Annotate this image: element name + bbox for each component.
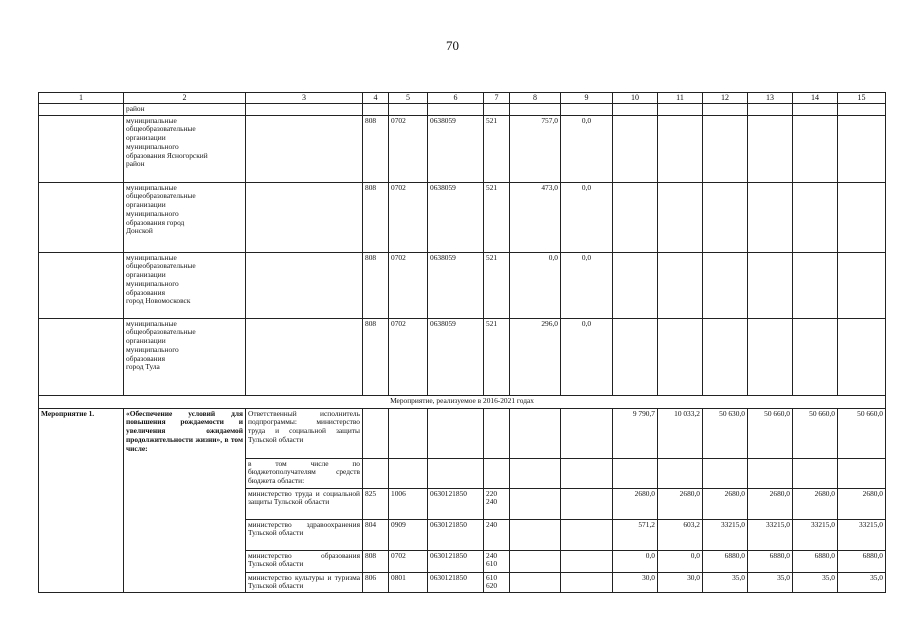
value-cell: 2680,0 [793,488,838,519]
activity-title: «Обеспечение условий для повышения рождаемости и увеличения ожидаемой продолжительности жизни», в том числе: [124,408,246,592]
table-cell [484,408,510,458]
value-cell: 50 630,0 [703,408,748,458]
page-number: 70 [446,38,459,53]
responsible-text: Ответственный исполнитель подпрограммы: министерство труда и социальной защиты Тульской области [246,408,363,458]
recipient-name: министерство культуры и туризма Тульской области [246,572,363,592]
table-cell [428,104,484,116]
code-cell: 0630121850 [428,572,484,592]
value-cell: 757,0 [510,115,561,182]
code-cell: 0638059 [428,252,484,318]
value-cell: 6880,0 [703,550,748,572]
table-cell [246,182,363,252]
recipient-name: муниципальные общеобразовательные организации муниципального образования город Тула [124,318,246,395]
table-cell [613,458,658,488]
header-cell: 11 [658,93,703,104]
table-cell [39,115,124,182]
municipal-row [39,115,886,182]
municipal-row [39,252,886,318]
table-cell [246,104,363,116]
code-cell: 0630121850 [428,488,484,519]
recipient-name: муниципальные общеобразовательные организации муниципального образования город Новомосковск [124,252,246,318]
table-cell [748,318,793,395]
code-cell: 804 [363,519,389,550]
value-cell: 296,0 [510,318,561,395]
header-cell: 9 [561,93,613,104]
continued-row [39,104,886,116]
value-cell: 473,0 [510,182,561,252]
header-cell: 1 [39,93,124,104]
header-cell: 14 [793,93,838,104]
table-cell [510,458,561,488]
table-cell [748,115,793,182]
code-cell: 0702 [389,115,428,182]
table-cell [793,182,838,252]
table-cell [658,104,703,116]
table-cell [39,318,124,395]
code-cell: 808 [363,115,389,182]
value-cell: 0,0 [658,550,703,572]
table-cell [246,318,363,395]
value-cell: 0,0 [510,252,561,318]
table-cell [793,318,838,395]
table-cell [658,182,703,252]
table-cell [793,115,838,182]
code-cell: 610 620 [484,572,510,592]
value-cell: 0,0 [561,252,613,318]
table-cell [39,104,124,116]
header-cell: 7 [484,93,510,104]
table-cell [484,458,510,488]
code-cell: 521 [484,252,510,318]
table-cell [510,572,561,592]
municipal-row [39,182,886,252]
table-cell [389,458,428,488]
code-cell: 0638059 [428,182,484,252]
code-cell: 0630121850 [428,519,484,550]
table-cell [613,115,658,182]
table-cell [748,458,793,488]
value-cell: 603,2 [658,519,703,550]
header-cell: 13 [748,93,793,104]
section-title: Мероприятие, реализуемое в 2016-2021 годах [39,395,886,408]
table-cell [561,550,613,572]
header-cell: 3 [246,93,363,104]
code-cell: 0630121850 [428,550,484,572]
header-row [39,93,886,104]
value-cell: 2680,0 [613,488,658,519]
table-cell [363,408,389,458]
code-cell: 0638059 [428,318,484,395]
table-cell [246,252,363,318]
header-cell: 10 [613,93,658,104]
code-cell: 521 [484,182,510,252]
activity-name: Мероприятие 1. [39,408,124,592]
code-cell: 0702 [389,182,428,252]
code-cell: 0702 [389,550,428,572]
value-cell: 33215,0 [838,519,886,550]
table-cell [613,252,658,318]
table-cell [613,182,658,252]
value-cell: 35,0 [703,572,748,592]
value-cell: 571,2 [613,519,658,550]
table-cell [703,115,748,182]
recipient-name: министерство образования Тульской области [246,550,363,572]
code-cell: 240 [484,519,510,550]
value-cell: 2680,0 [838,488,886,519]
value-cell: 50 660,0 [838,408,886,458]
table-cell [363,104,389,116]
value-cell: 9 790,7 [613,408,658,458]
value-cell: 33215,0 [703,519,748,550]
code-cell: 0638059 [428,115,484,182]
value-cell: 0,0 [561,182,613,252]
table-cell [561,519,613,550]
code-cell: 220 240 [484,488,510,519]
value-cell: 30,0 [613,572,658,592]
value-cell: 6880,0 [838,550,886,572]
table-cell [246,115,363,182]
recipient-name: министерство здравоохранения Тульской области [246,519,363,550]
table-cell [703,182,748,252]
header-cell: 15 [838,93,886,104]
value-cell: 33215,0 [793,519,838,550]
table-cell [748,252,793,318]
table-cell [510,519,561,550]
header-cell: 8 [510,93,561,104]
recipient-name: муниципальные общеобразовательные организации муниципального образования Ясногорский район [124,115,246,182]
code-cell: 806 [363,572,389,592]
table-cell [363,458,389,488]
value-cell: 30,0 [658,572,703,592]
value-cell: 35,0 [748,572,793,592]
table-cell [793,252,838,318]
table-cell [389,104,428,116]
header-cell: 2 [124,93,246,104]
code-cell: 240 610 [484,550,510,572]
table-cell [838,182,886,252]
table-cell [561,408,613,458]
table-cell [428,458,484,488]
value-cell: 35,0 [838,572,886,592]
table-cell [838,458,886,488]
budget-table [38,92,886,593]
table-cell [613,104,658,116]
code-cell: 1006 [389,488,428,519]
header-cell: 6 [428,93,484,104]
table-cell [838,252,886,318]
table-cell [838,104,886,116]
table-cell [793,458,838,488]
table-cell [561,488,613,519]
code-cell: 521 [484,318,510,395]
value-cell: 2680,0 [703,488,748,519]
subheader-text: в том числе по бюджетополучателям средств бюджета области: [246,458,363,488]
table-cell [838,115,886,182]
value-cell: 50 660,0 [748,408,793,458]
header-cell: 5 [389,93,428,104]
table-cell [748,182,793,252]
value-cell: 6880,0 [793,550,838,572]
table-body [39,93,886,593]
table-cell [658,458,703,488]
table-cell [510,408,561,458]
table-cell [703,458,748,488]
code-cell: 521 [484,115,510,182]
value-cell: 0,0 [613,550,658,572]
code-cell: 0702 [389,318,428,395]
table-cell [703,318,748,395]
header-cell: 12 [703,93,748,104]
table-cell [613,318,658,395]
table-cell [658,115,703,182]
value-cell: 35,0 [793,572,838,592]
table-cell [389,408,428,458]
code-cell: 808 [363,252,389,318]
table-cell [838,318,886,395]
code-cell: 808 [363,550,389,572]
code-cell: 808 [363,182,389,252]
value-cell: 50 660,0 [793,408,838,458]
value-cell: 2680,0 [748,488,793,519]
table-cell [561,572,613,592]
municipal-row [39,318,886,395]
table-cell [561,104,613,116]
table-cell [658,318,703,395]
recipient-name: министерство труда и социальной защиты Тульской области [246,488,363,519]
table-cell [703,104,748,116]
header-cell: 4 [363,93,389,104]
value-cell: 0,0 [561,318,613,395]
code-cell: 808 [363,318,389,395]
table-cell [510,104,561,116]
table-cell [793,104,838,116]
value-cell: 2680,0 [658,488,703,519]
section-row [39,395,886,408]
continued-text: район [124,104,246,116]
table-cell [484,104,510,116]
recipient-name: муниципальные общеобразовательные организации муниципального образования город Донской [124,182,246,252]
code-cell: 0702 [389,252,428,318]
table-cell [428,408,484,458]
value-cell: 6880,0 [748,550,793,572]
table-cell [39,182,124,252]
value-cell: 0,0 [561,115,613,182]
table-cell [561,458,613,488]
table-cell [658,252,703,318]
table-cell [510,550,561,572]
table-cell [703,252,748,318]
value-cell: 33215,0 [748,519,793,550]
code-cell: 825 [363,488,389,519]
table-cell [39,252,124,318]
value-cell: 10 033,2 [658,408,703,458]
table-cell [748,104,793,116]
activity-row [39,408,886,458]
code-cell: 0801 [389,572,428,592]
table-cell [510,488,561,519]
code-cell: 0909 [389,519,428,550]
